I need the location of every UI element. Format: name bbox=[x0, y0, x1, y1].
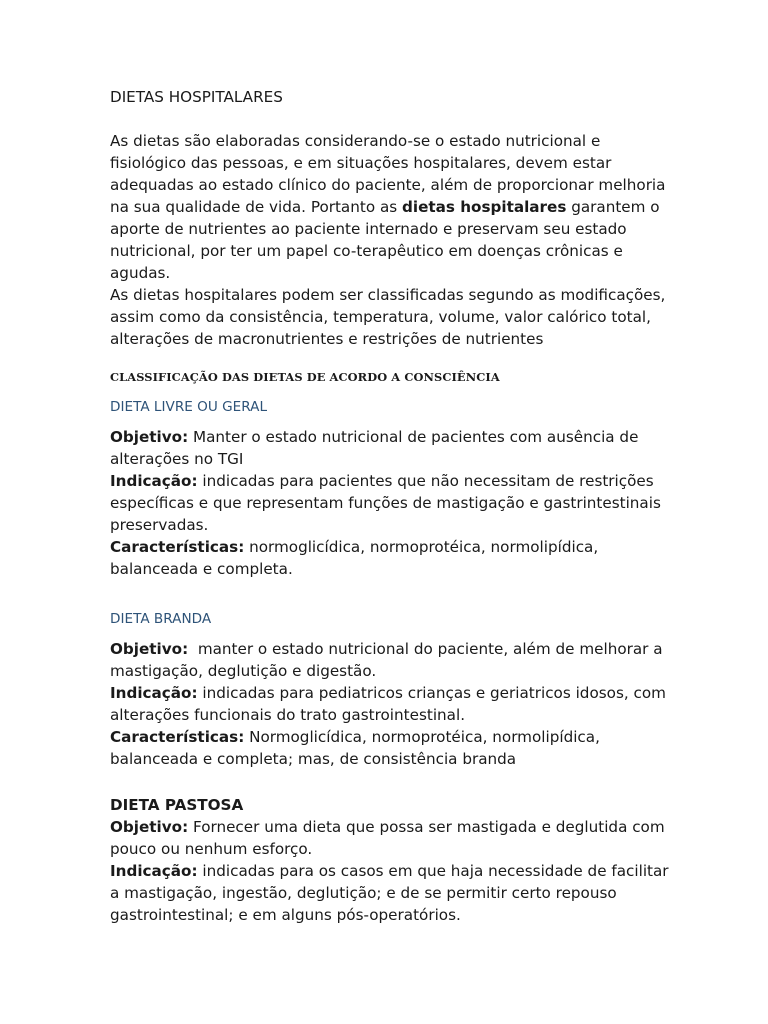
document-page bbox=[110, 86, 670, 926]
caracteristicas-label: Características: bbox=[110, 538, 245, 556]
indicacao-label: Indicação: bbox=[110, 472, 198, 490]
indicacao-text: indicadas para pediatricos crianças e geriatricos idosos, com alterações funcionais do trato gastrointestinal. bbox=[110, 684, 666, 724]
objetivo-line bbox=[110, 638, 670, 682]
classification-heading: CLASSIFICAÇÃO DAS DIETAS DE ACORDO A CONSCIÊNCIA bbox=[110, 370, 500, 384]
indicacao-line bbox=[110, 860, 670, 926]
section-dieta-branda bbox=[110, 638, 670, 770]
objetivo-line bbox=[110, 816, 670, 860]
intro-paragraph-1 bbox=[110, 130, 670, 284]
document-title: DIETAS HOSPITALARES bbox=[110, 88, 283, 106]
objetivo-line bbox=[110, 426, 670, 470]
objetivo-label: Objetivo: bbox=[110, 428, 189, 446]
objetivo-text: Fornecer uma dieta que possa ser mastigada e deglutida com pouco ou nenhum esforço. bbox=[110, 818, 665, 858]
intro-paragraph-2: As dietas hospitalares podem ser classificadas segundo as modificações, assim como da consistência, temperatura, volume, valor calórico total, alterações de macronutrientes e restrições de nutrientes bbox=[110, 286, 666, 348]
section-dieta-livre bbox=[110, 426, 670, 580]
section-heading-dieta-livre: DIETA LIVRE OU GERAL bbox=[110, 399, 268, 415]
caracteristicas-text: normoglicídica, normoprotéica, normolipídica, balanceada e completa. bbox=[110, 538, 599, 578]
objetivo-text: manter o estado nutricional do paciente, além de melhorar a mastigação, deglutição e digestão. bbox=[110, 640, 668, 680]
indicacao-text: indicadas para os casos em que haja necessidade de facilitar a mastigação, ingestão, deglutição; e de se permitir certo repouso gastrointestinal; e em alguns pós-operatórios. bbox=[110, 862, 669, 924]
intro-text-b: garantem o aporte de nutrientes ao paciente internado e preservam seu estado nutricional, por ter um papel co-terapêutico em doenças crônicas e agudas. bbox=[110, 198, 660, 282]
section-heading-dieta-branda: DIETA BRANDA bbox=[110, 611, 212, 627]
caracteristicas-text: Normoglicídica, normoprotéica, normolipídica, balanceada e completa; mas, de consistência branda bbox=[110, 728, 600, 768]
caracteristicas-label: Características: bbox=[110, 728, 245, 746]
indicacao-text: indicadas para pacientes que não necessitam de restrições específicas e que representam funções de mastigação e gastrintestinais preservadas. bbox=[110, 472, 661, 534]
objetivo-label: Objetivo: bbox=[110, 640, 189, 658]
section-dieta-pastosa bbox=[110, 816, 670, 926]
indicacao-label: Indicação: bbox=[110, 862, 198, 880]
intro-text-a: As dietas são elaboradas considerando-se o estado nutricional e fisiológico das pessoas, e em situações hospitalares, devem estar adequadas ao estado clínico do paciente, além de proporcionar melhoria na sua qualidade de vida. Portanto as bbox=[110, 132, 666, 216]
indicacao-label: Indicação: bbox=[110, 684, 198, 702]
objetivo-text: Manter o estado nutricional de pacientes com ausência de alterações no TGI bbox=[110, 428, 639, 468]
caracteristicas-line bbox=[110, 726, 670, 770]
objetivo-label: Objetivo: bbox=[110, 818, 189, 836]
intro-section bbox=[110, 130, 670, 350]
indicacao-line bbox=[110, 470, 670, 536]
caracteristicas-line bbox=[110, 536, 670, 580]
section-heading-dieta-pastosa: DIETA PASTOSA bbox=[110, 796, 244, 814]
indicacao-line bbox=[110, 682, 670, 726]
intro-bold-term: dietas hospitalares bbox=[402, 198, 567, 216]
